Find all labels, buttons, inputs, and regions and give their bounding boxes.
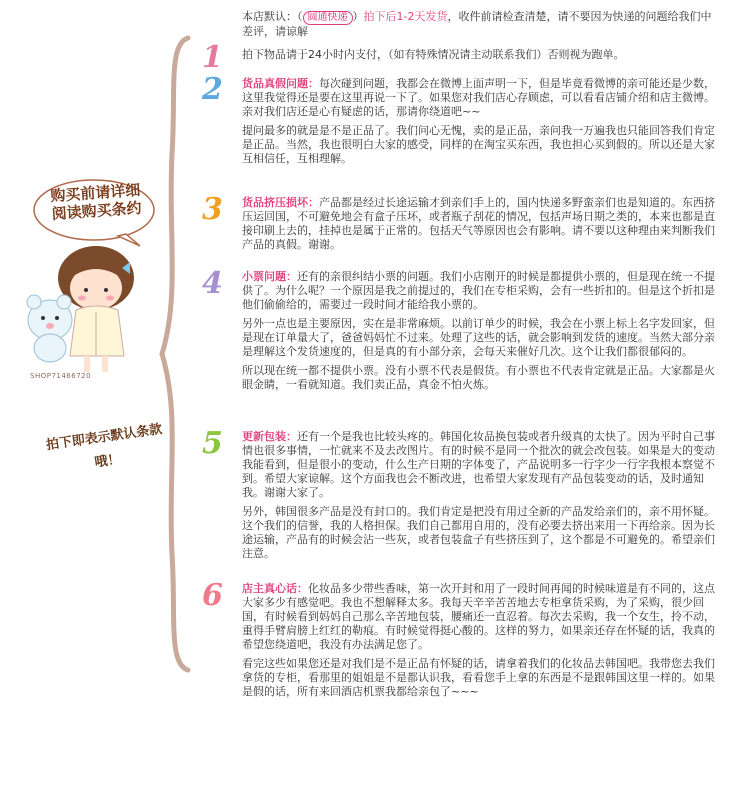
section-paragraph: 拍下物品请于24小时内支付，（如有特殊情况请主动联系我们）否则视为跑单。	[242, 48, 625, 61]
section-title: 更新包装：	[242, 430, 297, 443]
section-number: 4	[202, 266, 223, 301]
section-paragraph: 看完这些如果您还是对我们是不是正品有怀疑的话，请拿着我们的化妆品去韩国吧。我带您去我们拿货的专柜，看那里的姐姐是不是都认识我，看看您手上拿的东西是不是跟韩国这里一样的。如果是假的话，所有来回酒店机票我都给亲包了~~~	[242, 657, 715, 698]
section-title: 货品挤压损坏：	[242, 196, 319, 209]
section-paragraph: 化妆品多少带些香味，第一次开封和用了一段时间再闻的时候味道是有不同的，这点大家多少有感觉吧。我也不想解释太多。我每天辛辛苦苦地去专柜拿货采购，为了采购，很少回国，有时候看到妈妈自己那么辛苦地包装，腰痛还一直忍着。每次去采购，我一个女生，拎不动，重得手臂肩膀上红红的勒痕。有时候觉得挺心酸的。这样的努力，如果亲还存在怀疑的话，我真的希望您绕道吧，我没有办法满足您了。	[242, 582, 715, 651]
bubble-text: 购买前请详细阅读购买条约	[49, 180, 143, 224]
section-number: 1	[202, 40, 223, 75]
section-damage	[242, 196, 718, 257]
section-number: 3	[202, 192, 223, 227]
section-paragraph: 每次碰到问题，我都会在微博上面声明一下，但是毕竟看微博的亲可能还是少数，这里我觉得还是要在这里再说一下了。如果您对我们店心存顾虑，可以看看店铺介绍和店主微博。亲对我们店还是心有疑虑的话，那请你绕道吧~~	[242, 77, 715, 118]
default-terms-note: 拍下即表示默认条款哦！	[45, 422, 164, 471]
section-payment	[242, 48, 718, 67]
section-paragraph: 另外，韩国很多产品是没有封口的。我们肯定是把没有用过全新的产品发给亲们的，亲不用怀疑。这个我们的信誉，我的人格担保。我们自己都用自用的，没有必要去挤出来用一下再给亲。因为长途运输，产品有的时候会沾一些灰，或者包装盒子有些挤压到了，这个都是不可避免的。希望亲们注意。	[242, 505, 715, 560]
ship-time-highlight: 拍下后1-2天发货	[363, 10, 448, 23]
section-number: 6	[202, 578, 223, 613]
section-paragraph: 另外一点也是主要原因，实在是非常麻烦。以前订单少的时候，我会在小票上标上名字发回家，但是现在订单量大了，爸爸妈妈忙不过来。处理了这些的话，就会影响到发货的速度。当然大部分亲是理解这个发货速度的，但是真的有小部分亲，会每天来催好几次。这个让我们都很郁闷的。	[242, 317, 715, 358]
section-title: 货品真假问题：	[242, 77, 319, 90]
section-receipt	[242, 270, 718, 397]
brace-decoration	[158, 34, 194, 674]
notice-prefix: 本店默认：	[242, 10, 297, 23]
section-number: 2	[202, 72, 223, 107]
section-owner-words	[242, 582, 718, 704]
notice-suffix: ，收件前请检查清楚，请不要因为快递的问题给我们中差评，请谅解	[242, 10, 712, 38]
section-paragraph: 还有一个是我也比较头疼的。韩国化妆品换包装或者升级真的太快了。因为平时自己事情也很多事情，一忙就来不及去改图片。有的时候不是同一个批次的就会改包装。如果是大的变动我能看到，但是很小的变动，什么生产日期的字体变了，产品说明多一行字少一行字我根本察觉不到。希望大家谅解。这个方面我也会不断改进，也希望大家发现有产品包装变动的话，及时通知我。谢谢大家了。	[242, 430, 715, 499]
shop-id-watermark: SHOP71466720	[30, 372, 92, 380]
courier-badge: 圆通快递	[303, 11, 353, 25]
shipping-notice: 本店默认：（ 圆通快递 ）拍下后1-2天发货，收件前请检查清楚，请不要因为快递的问题给我们中差评，请谅解	[242, 10, 712, 38]
section-paragraph: 提问最多的就是是不是正品了。我们问心无愧，卖的是正品，亲问我一万遍我也只能回答我们肯定是正品。当然，我也很明白大家的感受，同样的在淘宝买东西，我也担心买到假的。所以还是大家互相信任，互相理解。	[242, 124, 715, 165]
section-packaging	[242, 430, 718, 566]
girl-with-bear-illustration	[18, 238, 158, 378]
section-title: 店主真心话：	[242, 582, 308, 595]
section-paragraph: 产品都是经过长途运输才到亲们手上的，国内快递多野蛮亲们也是知道的。东西挤压运回国，不可避免地会有盒子压坏，或者瓶子刮花的情况，包括声场日期之类的，本来也都是直接印刷上去的，挂掉也是属于正常的。包括天气等原因也会有影响。请不要以这种理由来判断我们产品的真假。谢谢。	[242, 196, 715, 251]
section-paragraph: 所以现在统一都不提供小票。没有小票不代表是假货。有小票也不代表肯定就是正品。大家都是火眼金睛，一看就知道。我们卖正品，真金不怕火炼。	[242, 364, 715, 391]
section-title: 小票问题：	[242, 270, 297, 283]
section-number: 5	[202, 426, 223, 461]
section-paragraph: 还有的亲很纠结小票的问题。我们小店刚开的时候是都提供小票的，但是现在统一不提供了。为什么呢？一个原因是我之前提过的，我们在专柜采购，会有一些折扣的。但是这个折扣是他们偷偷给的，需要过一段时间才能给我小票的。	[242, 270, 715, 311]
section-authenticity	[242, 77, 718, 171]
